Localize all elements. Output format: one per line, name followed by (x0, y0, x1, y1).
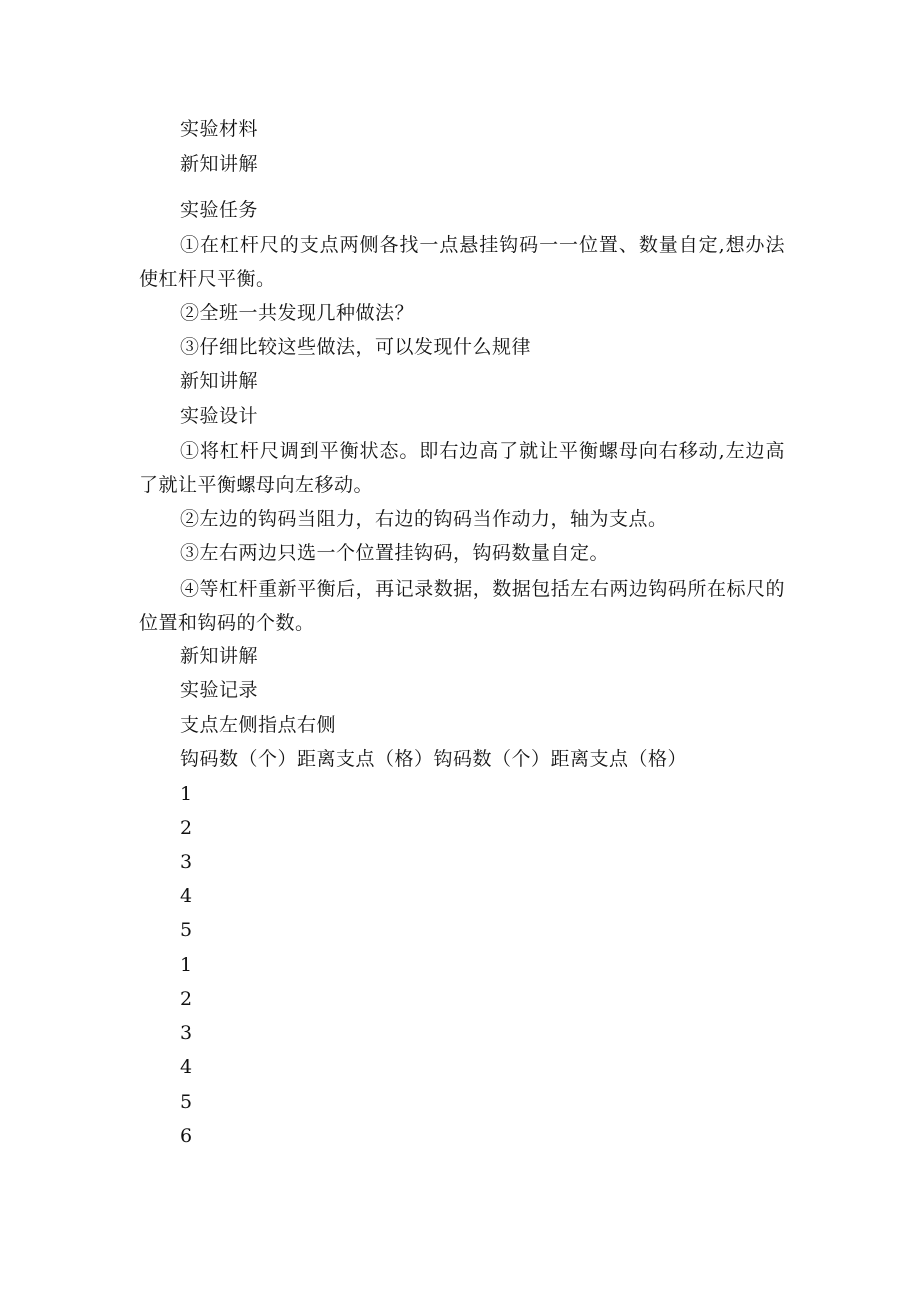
design-item-1: ①将杠杆尺调到平衡状态。即右边高了就让平衡螺母向右移动,左边高了就让平衡螺母向左移动。 (139, 440, 785, 496)
record-heading: 实验记录 (180, 679, 259, 701)
row-number: 1 (180, 954, 193, 976)
row-number: 6 (180, 1125, 193, 1147)
new-knowledge-heading: 新知讲解 (180, 153, 259, 175)
table-header-columns: 钩码数（个）距离支点（格）钩码数（个）距离支点（格） (180, 748, 688, 770)
row-number: 2 (180, 988, 193, 1010)
new-knowledge-heading: 新知讲解 (180, 370, 259, 392)
task-item-2: ②全班一共发现几种做法？ (180, 302, 415, 324)
task-item-1: ①在杠杆尺的支点两侧各找一点悬挂钩码一一位置、数量自定,想办法使杠杆尺平衡。 (139, 234, 785, 290)
new-knowledge-heading: 新知讲解 (180, 645, 259, 667)
row-number: 5 (180, 919, 193, 941)
row-number: 4 (180, 1056, 193, 1078)
design-item-3: ③左右两边只选一个位置挂钩码，钩码数量自定。 (180, 542, 610, 564)
row-number: 3 (180, 1022, 193, 1044)
task-heading: 实验任务 (180, 199, 259, 221)
row-number: 3 (180, 851, 193, 873)
design-item-4: ④等杠杆重新平衡后，再记录数据，数据包括左右两边钩码所在标尺的位置和钩码的个数。 (139, 578, 785, 634)
row-number: 1 (180, 783, 193, 805)
design-heading: 实验设计 (180, 405, 259, 427)
task-item-3: ③仔细比较这些做法，可以发现什么规律 (180, 336, 532, 358)
row-number: 2 (180, 817, 193, 839)
materials-heading: 实验材料 (180, 118, 259, 140)
row-number: 4 (180, 885, 193, 907)
table-header-sides: 支点左侧指点右侧 (180, 714, 337, 736)
design-item-2: ②左边的钩码当阻力，右边的钩码当作动力，轴为支点。 (180, 508, 668, 530)
row-number: 5 (180, 1091, 193, 1113)
